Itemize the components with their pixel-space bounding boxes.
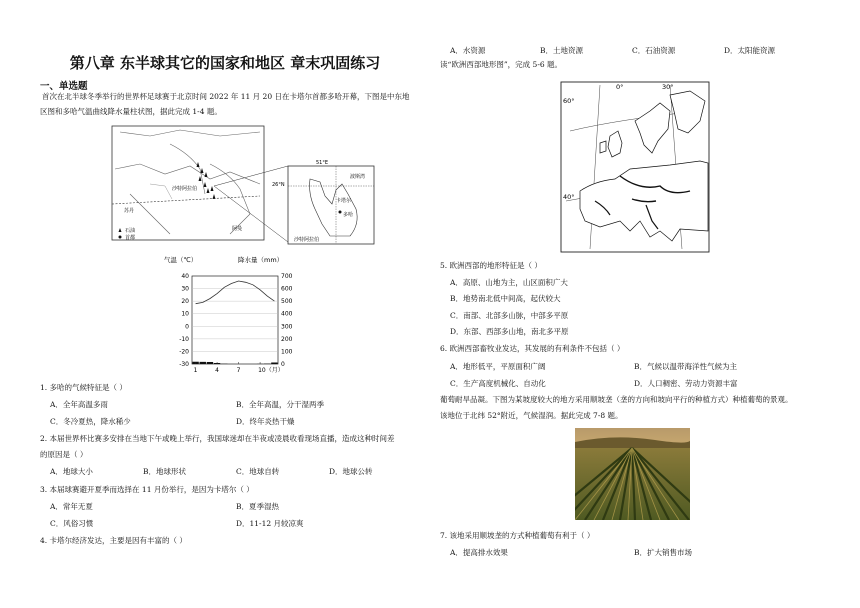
q2-option-d[interactable]: D．地球公转	[329, 467, 373, 476]
lat-60-label: 60°	[563, 97, 575, 105]
right-tick-label: 400	[281, 310, 293, 318]
q4-option-d[interactable]: D．太阳能资源	[724, 46, 776, 55]
q5-option-b[interactable]: B．地势南北低中间高，起伏较大	[450, 294, 561, 303]
lat-40-label: 40°	[563, 193, 575, 201]
q3-option-a[interactable]: A．常年无夏	[50, 502, 93, 511]
vineyard-photo	[575, 428, 690, 520]
left-tick-label: 0	[185, 323, 189, 331]
legend-capital: 首都	[125, 235, 136, 241]
precip-bar	[200, 362, 206, 364]
q7-stem: 7. 该地采用顺坡垄的方式种植葡萄有利于（ ）	[440, 531, 595, 540]
chart-right-ticks	[281, 273, 293, 368]
q2-option-a[interactable]: A．地球大小	[50, 467, 93, 476]
q2-stem-line-1: 2. 本届世界杯比赛多安排在当地下午或晚上举行，我国球迷却在半夜或凌晨收看现场直播，造成这种时间差	[40, 434, 395, 443]
q1-option-d[interactable]: D．终年炎热干燥	[236, 417, 295, 426]
legend-oil: 石油	[125, 228, 136, 234]
inset-lon-label: 51°E	[316, 160, 329, 166]
right-tick-label: 600	[281, 285, 293, 293]
q4-option-b[interactable]: B．土地资源	[540, 46, 584, 55]
x-tick-label: 1	[193, 367, 198, 374]
precip-bar	[207, 362, 213, 364]
q6-stem: 6. 欧洲西部畜牧业发达，其发展的有利条件不包括（ ）	[440, 344, 625, 353]
chart-left-axis-title: 气温（℃）	[164, 256, 198, 264]
q5-option-d[interactable]: D．东部、西部多山地，南北多平原	[450, 327, 569, 336]
qatar-label: 卡塔尔	[336, 198, 352, 204]
q3-option-b[interactable]: B．夏季湿热	[236, 502, 280, 511]
left-tick-label: -10	[179, 335, 189, 343]
q1-option-c[interactable]: C．冬冷夏热，降水稀少	[50, 417, 131, 426]
q3-option-c[interactable]: C．风俗习惯	[50, 519, 94, 528]
x-tick-label: 10（月）	[258, 367, 284, 374]
middle-east-map	[110, 124, 385, 252]
intro-1-line-1: 首次在北半球冬季举行的世界杯足球赛于北京时间 2022 年 11 月 20 日在卡塔尔首都多哈开幕，下图是中东地	[42, 92, 410, 101]
q4-option-c[interactable]: C．石油资源	[632, 46, 676, 55]
chart-left-ticks	[179, 273, 189, 368]
left-tick-label: 20	[181, 298, 189, 306]
right-tick-label: 300	[281, 323, 293, 331]
q2-stem-line-2: 的原因是（ ）	[40, 450, 88, 459]
q7-option-b[interactable]: B．扩大销售市场	[634, 548, 693, 557]
q3-stem: 3. 本届球赛避开夏季而选择在 11 月份举行，是因为卡塔尔（ ）	[40, 485, 254, 494]
intro-3-line-2: 该地位于北纬 52°附近，气候湿润。据此完成 7-8 题。	[440, 411, 623, 420]
q4-option-a[interactable]: A．水资源	[450, 46, 486, 55]
x-tick-label: 7	[236, 367, 241, 374]
q7-option-a[interactable]: A．提高排水效果	[450, 548, 508, 557]
left-tick-label: -30	[179, 361, 189, 368]
intro-1-line-2: 区图和多哈气温曲线降水量柱状图，据此完成 1-4 题。	[40, 107, 222, 116]
chart-right-axis-title: 降水量（mm）	[238, 256, 284, 264]
lon-30-label: 30°	[662, 83, 674, 91]
gulf-label: 波斯湾	[350, 174, 366, 180]
q5-option-c[interactable]: C．南部、北部多山脉，中部多平原	[450, 311, 569, 320]
x-tick-label: 4	[215, 367, 219, 374]
oman-label: 阿曼	[232, 226, 243, 232]
left-tick-label: 30	[181, 285, 189, 293]
intro-2: 读“欧洲西部地形图”，完成 5-6 题。	[440, 60, 563, 69]
intro-3-line-1: 葡萄耐旱品凝。下图为某坡度较大的地方采用顺坡垄（垄的方向和坡向平行的种植方式）种植葡萄的景观。	[440, 395, 793, 404]
inset-saudi-label: 沙特阿拉伯	[294, 237, 320, 243]
europe-terrain-map	[560, 81, 710, 253]
doha-label: 多哈	[343, 212, 354, 218]
q2-option-b[interactable]: B．地球形状	[143, 467, 187, 476]
q1-stem: 1. 多哈的气候特征是（ ）	[40, 383, 127, 392]
q6-option-d[interactable]: D．人口稠密、劳动力资源丰富	[634, 379, 738, 388]
q5-stem: 5. 欧洲西部的地形特征是（ ）	[440, 261, 542, 270]
q2-option-c[interactable]: C．地球自转	[236, 467, 280, 476]
q3-option-d[interactable]: D．11-12 月较凉爽	[236, 519, 304, 528]
q5-option-a[interactable]: A．高原、山地为主，山区面积广大	[450, 278, 568, 287]
right-tick-label: 0	[281, 361, 285, 368]
inset-lat-label: 26°N	[272, 182, 285, 188]
left-tick-label: 40	[181, 273, 189, 280]
left-tick-label: 10	[181, 310, 189, 318]
left-tick-label: -20	[179, 348, 189, 356]
q4-stem: 4. 卡塔尔经济发达，主要是因有丰富的（ ）	[40, 536, 187, 545]
q6-option-b[interactable]: B．气候以温带海洋性气候为主	[634, 362, 738, 371]
q6-option-a[interactable]: A．地形低平，平原面积广阔	[450, 362, 546, 371]
right-tick-label: 100	[281, 348, 293, 356]
right-tick-label: 700	[281, 273, 293, 280]
climate-chart	[160, 254, 310, 376]
precip-bar	[271, 362, 277, 364]
q1-option-b[interactable]: B．全年高温，分干湿两季	[236, 400, 325, 409]
q6-option-c[interactable]: C．生产高度机械化、自动化	[450, 379, 546, 388]
page-title: 第八章 东半球其它的国家和地区 章末巩固练习	[69, 54, 381, 72]
lon-0-label: 0°	[616, 83, 624, 91]
sudan-label: 苏丹	[124, 208, 135, 214]
right-tick-label: 200	[281, 335, 293, 343]
right-tick-label: 500	[281, 298, 293, 306]
q1-option-a[interactable]: A．全年高温多雨	[50, 400, 108, 409]
saudi-label: 沙特阿拉伯	[172, 186, 198, 192]
section-heading: 一、单选题	[40, 81, 88, 92]
